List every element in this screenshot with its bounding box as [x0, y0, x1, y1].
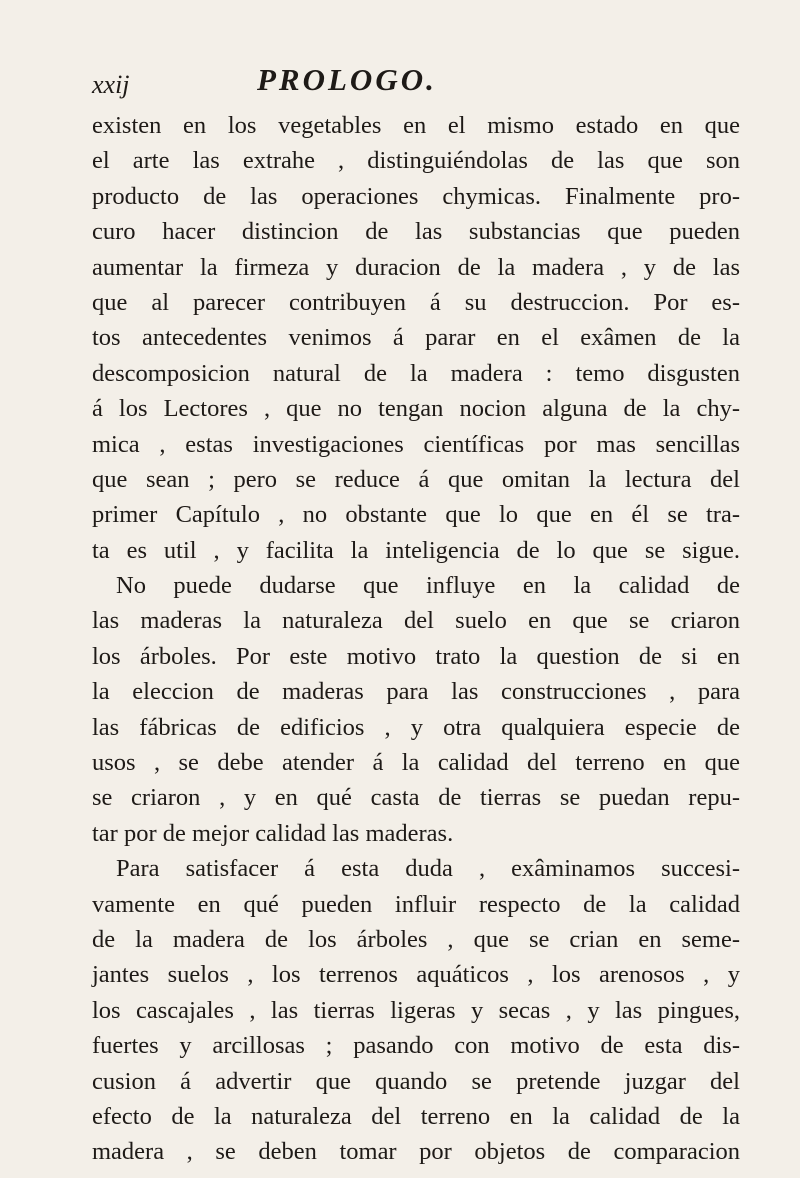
- text-line: cusion á advertir que quando se pretende juzgar del: [92, 1067, 740, 1095]
- text-line: tos antecedentes venimos á parar en el exâmen de la: [92, 324, 740, 352]
- text-line: el arte las extrahe , distinguiéndolas de las que son: [92, 147, 740, 175]
- text-line: tar por de mejor calidad las maderas.: [92, 819, 454, 847]
- text-line: que sean ; pero se reduce á que omitan la lectura del: [92, 465, 740, 493]
- text-line: primer Capítulo , no obstante que lo que en él se tra-: [92, 501, 740, 529]
- text-line: vamente en qué pueden influir respecto de la calidad: [92, 890, 740, 918]
- text-line: fuertes y arcillosas ; pasando con motivo de esta dis-: [92, 1032, 740, 1060]
- text-line: existen en los vegetables en el mismo estado en que: [92, 112, 740, 139]
- text-line: se criaron , y en qué casta de tierras se puedan repu-: [92, 784, 740, 812]
- text-line: á los Lectores , que no tengan nocion alguna de la chy-: [92, 395, 740, 423]
- text-line: jantes suelos , los terrenos aquáticos , los arenosos , y: [92, 961, 740, 989]
- text-line: mica , estas investigaciones científicas por mas sencillas: [92, 430, 740, 458]
- paragraph-start-line: Para satisfacer á esta duda , exâminamos succesi-: [116, 855, 740, 883]
- text-line: producto de las operaciones chymicas. Finalmente pro-: [92, 182, 740, 210]
- running-head: PROLOGO.: [257, 62, 437, 97]
- text-line: efecto de la naturaleza del terreno en la calidad de la: [92, 1102, 740, 1130]
- text-line: usos , se debe atender á la calidad del terreno en que: [92, 749, 740, 777]
- text-line: de la madera de los árboles , que se crian en seme-: [92, 925, 740, 953]
- page-header: [92, 62, 732, 102]
- text-line: aumentar la firmeza y duracion de la madera , y de las: [92, 253, 740, 281]
- text-line: la eleccion de maderas para las construcciones , para: [92, 678, 740, 706]
- text-line: los cascajales , las tierras ligeras y secas , y las pingues,: [92, 996, 740, 1024]
- text-line: las fábricas de edificios , y otra qualquiera especie de: [92, 713, 740, 741]
- text-line: que al parecer contribuyen á su destruccion. Por es-: [92, 288, 740, 316]
- text-line: descomposicion natural de la madera : temo disgusten: [92, 359, 740, 387]
- text-line: las maderas la naturaleza del suelo en que se criaron: [92, 607, 740, 635]
- body-text: [92, 108, 740, 1170]
- text-line: ta es util , y facilita la inteligencia de lo que se sigue.: [92, 536, 740, 564]
- text-line: madera , se deben tomar por objetos de comparacion: [92, 1138, 740, 1166]
- paragraph-start-line: No puede dudarse que influye en la calidad de: [116, 572, 740, 600]
- text-line: curo hacer distincion de las substancias que pueden: [92, 218, 740, 246]
- page-number: xxij: [92, 70, 130, 99]
- text-line: los árboles. Por este motivo trato la question de si en: [92, 642, 740, 670]
